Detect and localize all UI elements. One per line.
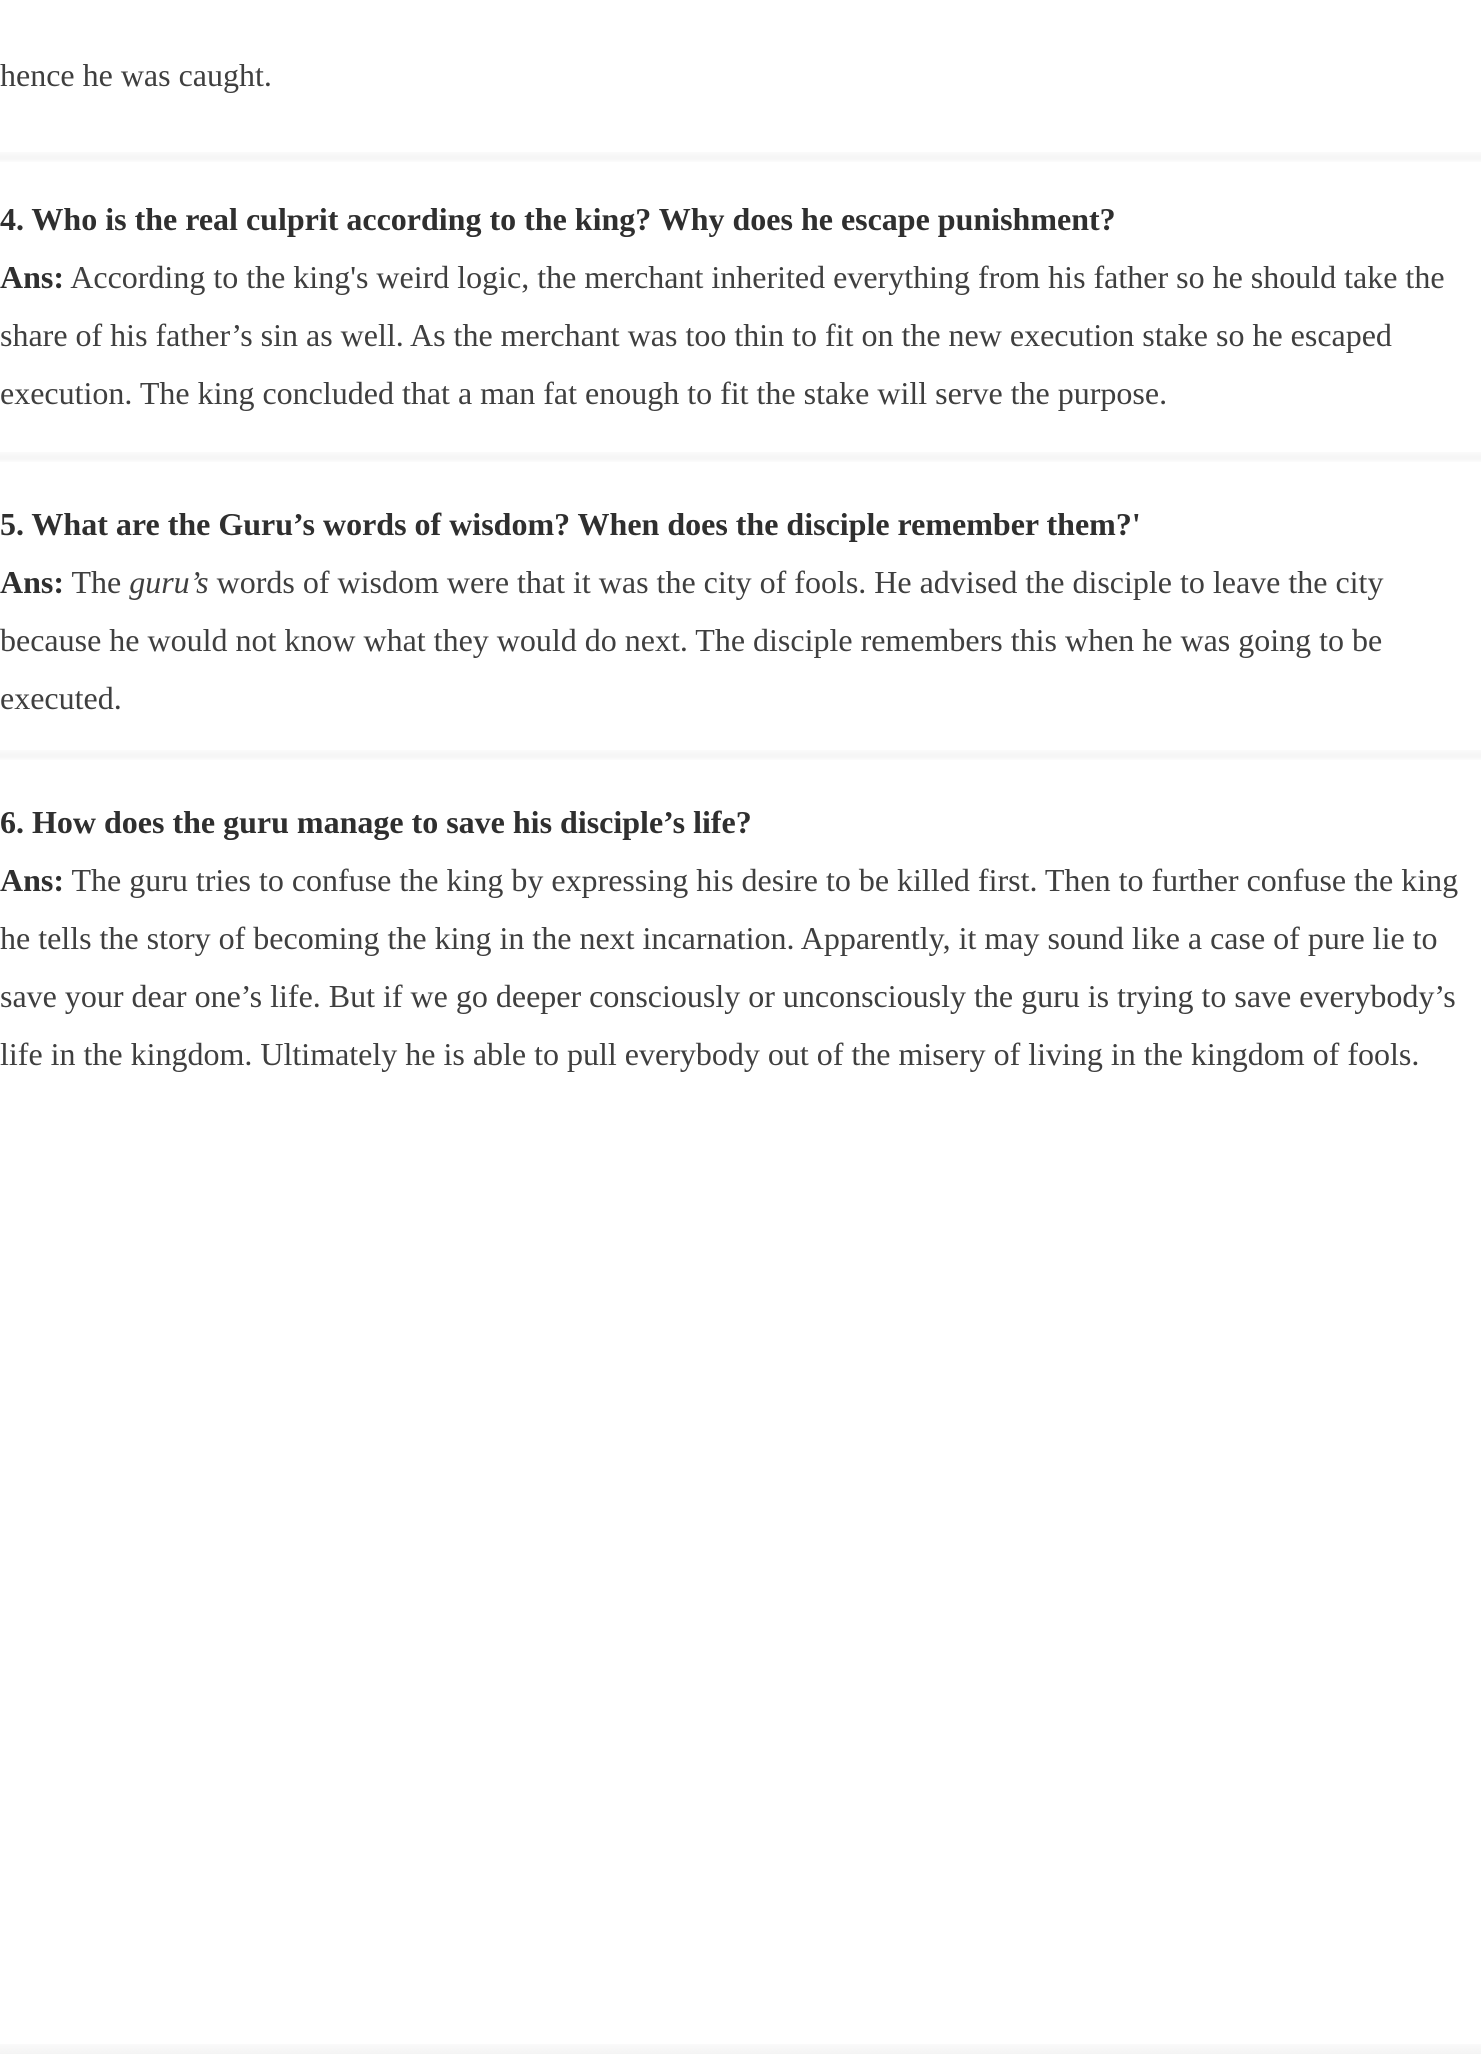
qa-section-4	[0, 162, 1481, 452]
section-divider	[0, 452, 1481, 462]
qa-section-6	[0, 760, 1481, 1083]
question-heading: 6. How does the guru manage to save his disciple’s life?	[0, 804, 752, 840]
continuation-paragraph: hence he was caught.	[0, 57, 272, 93]
answer-paragraph	[0, 553, 1481, 727]
answer-text-segment: The guru tries to confuse the king by expressing his desire to be killed first. Then to further confuse the king he tells the story of becoming the king in the next incarnation. Apparently, it may sound like a case of pure lie to save your dear one’s life. But if we go deeper consciously or unconsciously the guru is trying to save everybody’s life in the kingdom. Ultimately he is able to pull everybody out of the misery of living in the kingdom of fools.	[0, 862, 1459, 1072]
answer-paragraph	[0, 851, 1481, 1083]
answer-paragraph	[0, 248, 1481, 422]
answer-text-segment: According to the king's weird logic, the merchant inherited everything from his father so he should take the share of his father’s sin as well. As the merchant was too thin to fit on the new execution stake so he escaped execution. The king concluded that a man fat enough to fit the stake will serve the purpose.	[0, 259, 1445, 411]
next-section-edge-band	[0, 2044, 1481, 2054]
section-divider	[0, 152, 1481, 162]
qa-section-5	[0, 462, 1481, 750]
section-divider	[0, 750, 1481, 760]
answer-label: Ans:	[0, 259, 65, 295]
answer-label: Ans:	[0, 862, 65, 898]
question-heading: 4. Who is the real culprit according to the king? Why does he escape punishment?	[0, 201, 1116, 237]
answer-text-segment: The	[64, 564, 130, 600]
answer-italic-term: guru’s	[129, 564, 209, 600]
answer-text-segment: words of wisdom were that it was the city of fools. He advised the disciple to leave the city because he would not know what they would do next. The disciple remembers this when he was going to be executed.	[0, 564, 1384, 716]
continuation-section	[0, 0, 1481, 152]
answer-label: Ans:	[0, 564, 65, 600]
question-heading: 5. What are the Guru’s words of wisdom? When does the disciple remember them?'	[0, 506, 1141, 542]
